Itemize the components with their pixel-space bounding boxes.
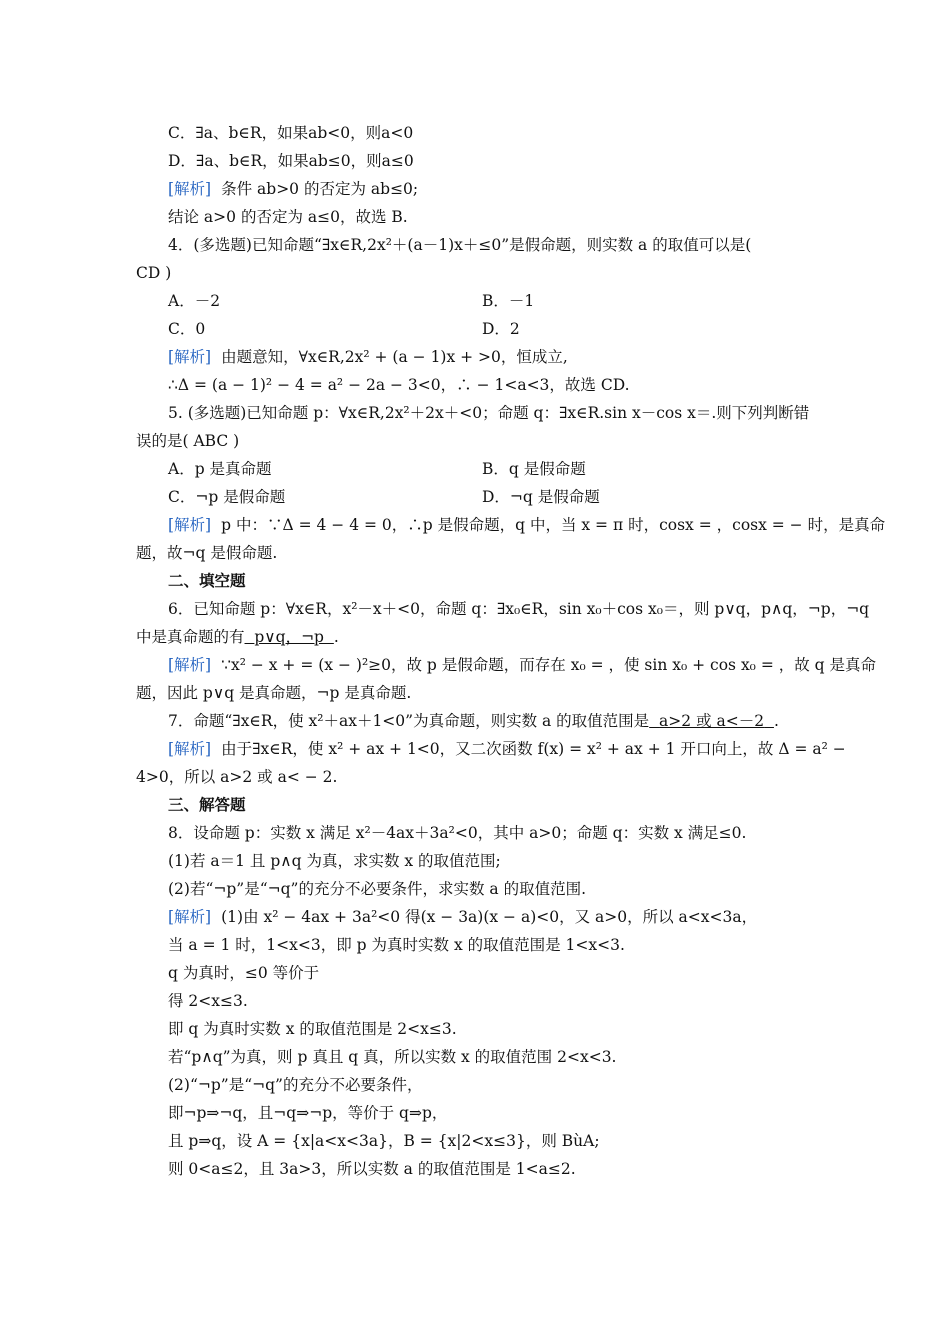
option-c-q4: C．0 bbox=[168, 320, 206, 338]
section-answers: 三、解答题 bbox=[168, 795, 246, 814]
question-5: 5. (多选题)已知命题 p：∀x∈R,2x²＋2x＋<0；命题 q：∃x∈R.sin x－cos x＝.则下列判断错 bbox=[168, 404, 810, 422]
answer-blank-q6: p∨q，¬p bbox=[254, 628, 324, 646]
question-5-cont: 误的是( ABC ) bbox=[136, 432, 240, 450]
question-8-part2: (2)若“¬p”是“¬q”的充分不必要条件，求实数 a 的取值范围. bbox=[168, 880, 586, 898]
analysis-q8-line2: 当 a = 1 时，1<x<3，即 p 为真时实数 x 的取值范围是 1<x<3. bbox=[168, 936, 625, 954]
question-6: 6．已知命题 p：∀x∈R，x²－x＋<0，命题 q：∃x₀∈R，sin x₀＋cos x₀＝，则 p∨q，p∧q，¬p，¬q bbox=[168, 600, 870, 618]
analysis-q8-line6: 若“p∧q”为真，则 p 真且 q 真，所以实数 x 的取值范围 2<x<3. bbox=[168, 1048, 617, 1066]
analysis-q7: [解析] 由于∃x∈R，使 x² + ax + 1<0，又二次函数 f(x) = x² + ax + 1 开口向上，故 Δ = a² − bbox=[168, 740, 846, 758]
analysis-q8-line7: (2)“¬p”是“¬q”的充分不必要条件， bbox=[168, 1076, 423, 1094]
analysis-q6-cont: 题，因此 p∨q 是真命题，¬p 是真命题. bbox=[136, 684, 412, 702]
analysis-tag: [解析] bbox=[168, 656, 212, 674]
option-a-q4: A．－2 bbox=[168, 292, 221, 310]
section-fill-in: 二、填空题 bbox=[168, 571, 246, 590]
analysis-q8-line4: 得 2<x≤3. bbox=[168, 992, 248, 1010]
option-c-q5: C．¬p 是假命题 bbox=[168, 488, 286, 506]
question-4: 4．(多选题)已知命题“∃x∈R,2x²＋(a－1)x＋≤0”是假命题，则实数 a 的取值可以是( bbox=[168, 236, 752, 254]
analysis-q3-cont: 结论 a>0 的否定为 a≤0，故选 B. bbox=[168, 208, 408, 226]
question-6-cont: 中是真命题的有 p∨q，¬p . bbox=[136, 628, 339, 646]
option-d-q5: D．¬q 是假命题 bbox=[482, 488, 600, 506]
option-c-q3: C．∃a、b∈R，如果ab<0，则a<0 bbox=[168, 124, 414, 142]
analysis-q8-line9: 且 p⇒q，设 A = {x|a<x<3a}，B = {x|2<x≤3}，则 BùA; bbox=[168, 1132, 600, 1150]
answer-blank-q7: a>2 或 a<－2 bbox=[659, 712, 765, 730]
analysis-tag: [解析] bbox=[168, 180, 212, 198]
analysis-q8-line10: 则 0<a≤2，且 3a>3，所以实数 a 的取值范围是 1<a≤2. bbox=[168, 1160, 576, 1178]
analysis-tag: [解析] bbox=[168, 348, 212, 366]
option-b-q4: B．－1 bbox=[482, 292, 535, 310]
analysis-q8-line3: q 为真时，≤0 等价于 bbox=[168, 964, 320, 982]
analysis-tag: [解析] bbox=[168, 516, 212, 534]
question-8-part1: (1)若 a＝1 且 p∧q 为真，求实数 x 的取值范围; bbox=[168, 852, 501, 870]
question-8: 8．设命题 p：实数 x 满足 x²－4ax＋3a²<0，其中 a>0；命题 q：实数 x 满足≤0. bbox=[168, 824, 747, 842]
question-7: 7．命题“∃x∈R，使 x²＋ax＋1<0”为真命题，则实数 a 的取值范围是 a>2 或 a<－2 . bbox=[168, 712, 779, 730]
analysis-q8-line5: 即 q 为真时实数 x 的取值范围是 2<x≤3. bbox=[168, 1020, 457, 1038]
analysis-q4: [解析] 由题意知，∀x∈R,2x² + (a − 1)x + >0，恒成立, bbox=[168, 348, 568, 366]
analysis-q8-line8: 即¬p⇒¬q，且¬q⇒¬p，等价于 q⇒p， bbox=[168, 1104, 448, 1122]
analysis-q3: [解析] 条件 ab>0 的否定为 ab≤0; bbox=[168, 180, 419, 198]
analysis-q5-cont: 题，故¬q 是假命题. bbox=[136, 544, 278, 562]
analysis-tag: [解析] bbox=[168, 908, 212, 926]
analysis-q5: [解析] p 中：∵Δ = 4 − 4 = 0，∴p 是假命题，q 中，当 x = π 时，cosx = ，cosx = − 时，是真命 bbox=[168, 516, 886, 534]
analysis-tag: [解析] bbox=[168, 740, 212, 758]
option-b-q5: B．q 是假命题 bbox=[482, 460, 586, 478]
analysis-q4-cont: ∴Δ = (a − 1)² − 4 = a² − 2a − 3<0，∴ − 1<a<3，故选 CD. bbox=[168, 376, 630, 394]
analysis-q8: [解析] (1)由 x² − 4ax + 3a²<0 得(x − 3a)(x − a)<0，又 a>0，所以 a<x<3a， bbox=[168, 908, 758, 926]
option-a-q5: A．p 是真命题 bbox=[168, 460, 272, 478]
option-d-q3: D．∃a、b∈R，如果ab≤0，则a≤0 bbox=[168, 152, 414, 170]
analysis-q7-cont: 4>0，所以 a>2 或 a< − 2. bbox=[136, 768, 338, 786]
analysis-q6: [解析] ∵x² − x + = (x − )²≥0，故 p 是假命题，而存在 x₀ = ，使 sin x₀ + cos x₀ = ，故 q 是真命 bbox=[168, 656, 877, 674]
question-4-answer: CD ) bbox=[136, 264, 172, 282]
option-d-q4: D．2 bbox=[482, 320, 520, 338]
